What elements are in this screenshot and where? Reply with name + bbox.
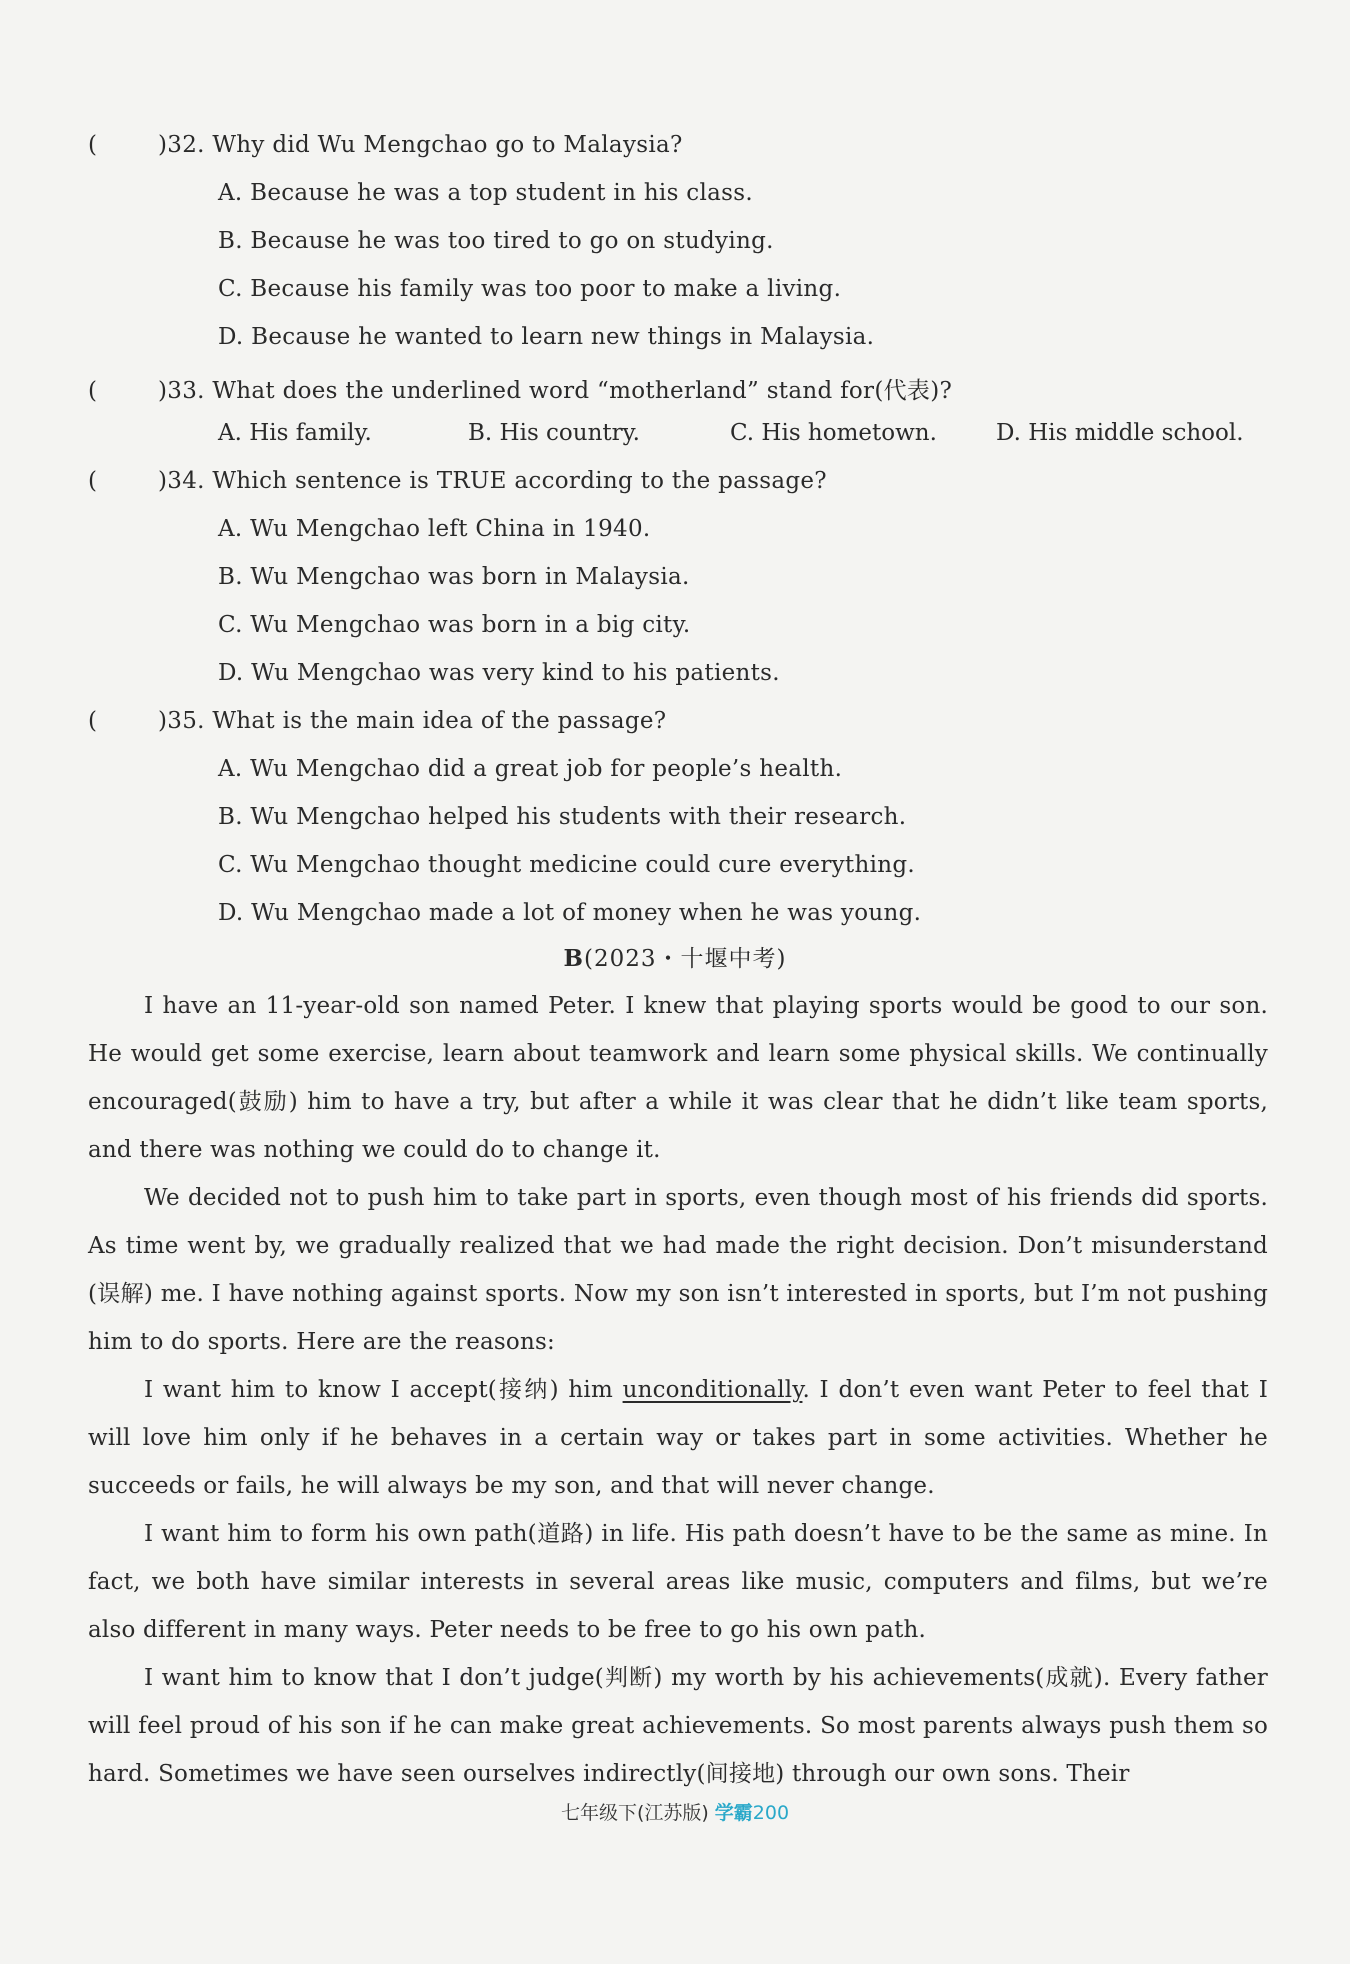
section-heading: [0, 940, 1350, 973]
option-d: D. Because he wanted to learn new things in Malaysia.: [218, 324, 875, 350]
paragraph-3-end: . I don’t even want Peter to feel that I will love him only if he behaves in a certain way or takes part in some activities. Whether he succeeds or fails, he will always be my son, and that will never change.: [88, 1377, 1269, 1499]
option-c: C. Wu Mengchao thought medicine could cure everything.: [218, 852, 915, 878]
option-c: C. Wu Mengchao was born in a big city.: [218, 612, 691, 638]
question-text: )34. Which sentence is TRUE according to the passage?: [158, 468, 827, 494]
answer-blank: (: [88, 708, 98, 734]
question-text: )32. Why did Wu Mengchao go to Malaysia?: [158, 132, 683, 158]
option-d: D. Wu Mengchao was very kind to his patients.: [218, 660, 780, 686]
question-32: [88, 132, 683, 158]
section-source: (2023・十堰中考): [583, 946, 787, 972]
answer-blank: (: [88, 132, 98, 158]
option-b: B. Because he was too tired to go on studying.: [218, 228, 774, 254]
question-33: [88, 372, 952, 405]
option-d: D. Wu Mengchao made a lot of money when he was young.: [218, 900, 922, 926]
paragraph-1: I have an 11-year-old son named Peter. I knew that playing sports would be good to our son. He would get some exercise, learn about teamwork and learn some physical skills. We continually encouraged(鼓励) him to have a try, but after a while it was clear that he didn’t like team sports, and there was nothing we could do to change it.: [88, 993, 1268, 1163]
question-35: [88, 708, 666, 734]
grade-label: 七年级下(江苏版): [560, 1802, 709, 1824]
answer-blank: (: [88, 468, 98, 494]
paragraph-5: I want him to know that I don’t judge(判断) my worth by his achievements(成就). Every father will feel proud of his son if he can make great achievements. So most parents always push them so hard. Sometimes we have seen ourselves indirectly(间接地) through our own sons. Their: [88, 1665, 1268, 1787]
paragraph-4: I want him to form his own path(道路) in life. His path doesn’t have to be the same as mine. In fact, we both have similar interests in several areas like music, computers and films, but we’re also different in many ways. Peter needs to be free to go his own path.: [88, 1521, 1268, 1643]
option-b: B. Wu Mengchao was born in Malaysia.: [218, 564, 690, 590]
question-34: [88, 468, 827, 494]
brand-name: 学霸: [714, 1802, 753, 1824]
option-b: B. Wu Mengchao helped his students with their research.: [218, 804, 907, 830]
option-a: A. His family.: [218, 420, 372, 446]
paragraph-3-start: I want him to know I accept(接纳) him: [144, 1377, 623, 1403]
page-number: 200: [752, 1802, 790, 1824]
option-d: D. His middle school.: [996, 420, 1244, 446]
underlined-word: unconditionally: [622, 1377, 803, 1403]
question-text: )35. What is the main idea of the passage?: [158, 708, 667, 734]
section-letter: B: [563, 945, 584, 972]
page-footer: [0, 1798, 1350, 1825]
paragraph-3: [88, 1366, 1268, 1510]
option-a: A. Wu Mengchao left China in 1940.: [218, 516, 651, 542]
option-c: C. Because his family was too poor to make a living.: [218, 276, 842, 302]
option-b: B. His country.: [468, 420, 640, 446]
option-a: A. Because he was a top student in his class.: [218, 180, 753, 206]
option-a: A. Wu Mengchao did a great job for people’s health.: [218, 756, 843, 782]
paragraph-2: We decided not to push him to take part in sports, even though most of his friends did sports. As time went by, we gradually realized that we had made the right decision. Don’t misunderstand (误解) me. I have nothing against sports. Now my son isn’t interested in sports, but I’m not pushing him to do sports. Here are the reasons:: [88, 1185, 1268, 1355]
option-c: C. His hometown.: [730, 420, 937, 446]
question-text: )33. What does the underlined word “motherland” stand for(代表)?: [158, 378, 953, 404]
answer-blank: (: [88, 378, 98, 404]
